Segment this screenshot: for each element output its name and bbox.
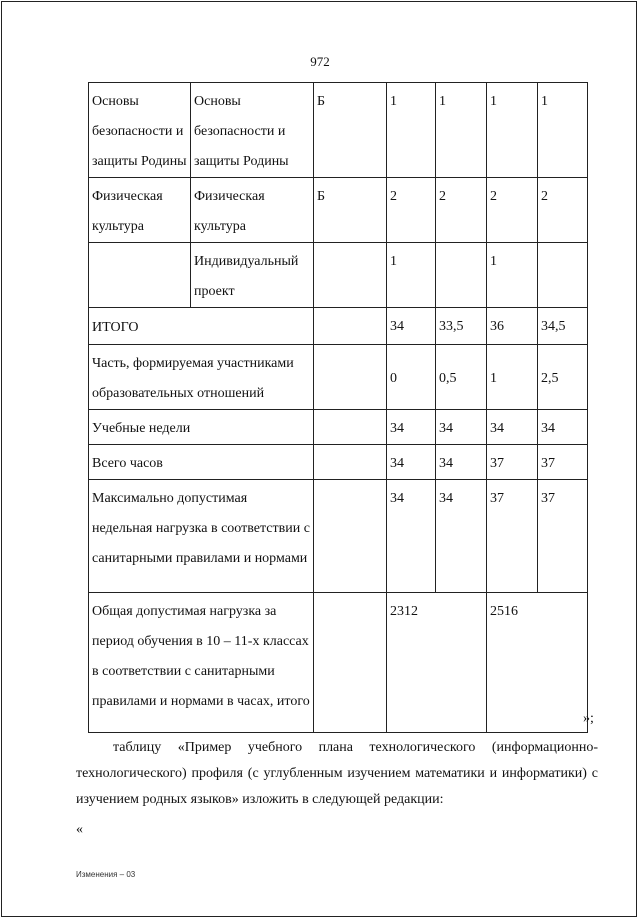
hours-cell: 34	[538, 410, 588, 445]
grade10-total-cell: 2312	[387, 593, 487, 733]
hours-cell	[538, 243, 588, 308]
hours-cell: 37	[487, 480, 538, 593]
curriculum-table	[88, 82, 588, 733]
hours-cell: 1	[487, 345, 538, 410]
hours-cell: 34,5	[538, 308, 588, 345]
amendment-paragraph	[76, 735, 598, 813]
summary-label-cell: Учебные недели	[89, 410, 314, 445]
hours-cell: 34	[487, 410, 538, 445]
hours-cell: 34	[387, 308, 436, 345]
opening-quote: «	[76, 822, 83, 837]
hours-cell: 33,5	[436, 308, 487, 345]
summary-label-cell: Максимально допустимая недельная нагрузка в соответствии с санитарными правилами и нормами	[89, 480, 314, 593]
hours-cell: 2,5	[538, 345, 588, 410]
level-cell: Б	[314, 178, 387, 243]
table-row	[89, 480, 588, 593]
hours-cell: 37	[538, 480, 588, 593]
hours-cell: 2	[538, 178, 588, 243]
hours-cell: 34	[387, 480, 436, 593]
hours-cell: 2	[387, 178, 436, 243]
empty-cell	[314, 445, 387, 480]
table-row	[89, 83, 588, 178]
empty-cell	[314, 410, 387, 445]
level-cell	[314, 243, 387, 308]
subject-cell: Основы безопасности и защиты Родины	[191, 83, 314, 178]
hours-cell: 1	[387, 243, 436, 308]
footer-note: Изменения – 03	[76, 870, 136, 879]
empty-cell	[314, 593, 387, 733]
table-row	[89, 308, 588, 345]
hours-cell: 1	[538, 83, 588, 178]
subject-area-cell	[89, 243, 191, 308]
empty-cell	[314, 308, 387, 345]
hours-cell: 34	[436, 410, 487, 445]
hours-cell: 1	[487, 83, 538, 178]
closing-quote: »;	[583, 711, 594, 726]
hours-cell: 0	[387, 345, 436, 410]
empty-cell	[314, 345, 387, 410]
hours-cell: 34	[436, 480, 487, 593]
hours-cell: 36	[487, 308, 538, 345]
summary-label-cell: Всего часов	[89, 445, 314, 480]
hours-cell: 1	[487, 243, 538, 308]
table-row	[89, 243, 588, 308]
total-label-cell: Общая допустимая нагрузка за период обучения в 10 – 11-х классах в соответствии с санитарными правилами и нормами в часах, итого	[89, 593, 314, 733]
subject-cell: Физическая культура	[191, 178, 314, 243]
grade11-total-cell: 2516	[487, 593, 588, 733]
hours-cell: 1	[387, 83, 436, 178]
hours-cell: 0,5	[436, 345, 487, 410]
hours-cell: 1	[436, 83, 487, 178]
hours-cell: 37	[538, 445, 588, 480]
table-row	[89, 178, 588, 243]
hours-cell: 34	[387, 445, 436, 480]
empty-cell	[314, 480, 387, 593]
table-row	[89, 410, 588, 445]
hours-cell: 37	[487, 445, 538, 480]
table-row	[89, 445, 588, 480]
subject-area-cell: Основы безопасности и защиты Родины	[89, 83, 191, 178]
hours-cell: 2	[436, 178, 487, 243]
summary-label-cell: Часть, формируемая участниками образовательных отношений	[89, 345, 314, 410]
hours-cell: 34	[436, 445, 487, 480]
subject-area-cell: Физическая культура	[89, 178, 191, 243]
table-row	[89, 345, 588, 410]
level-cell: Б	[314, 83, 387, 178]
paragraph-text: таблицу «Пример учебного плана технологического (информационно-технологического) профиля (с углубленным изучением математики и информатики) с изучением родных языков» изложить в следующей редакции:	[76, 740, 598, 807]
table-row	[89, 593, 588, 733]
summary-label-cell: ИТОГО	[89, 308, 314, 345]
subject-cell: Индивидуальный проект	[191, 243, 314, 308]
hours-cell: 2	[487, 178, 538, 243]
hours-cell	[436, 243, 487, 308]
hours-cell: 34	[387, 410, 436, 445]
page-number: 972	[310, 54, 330, 69]
